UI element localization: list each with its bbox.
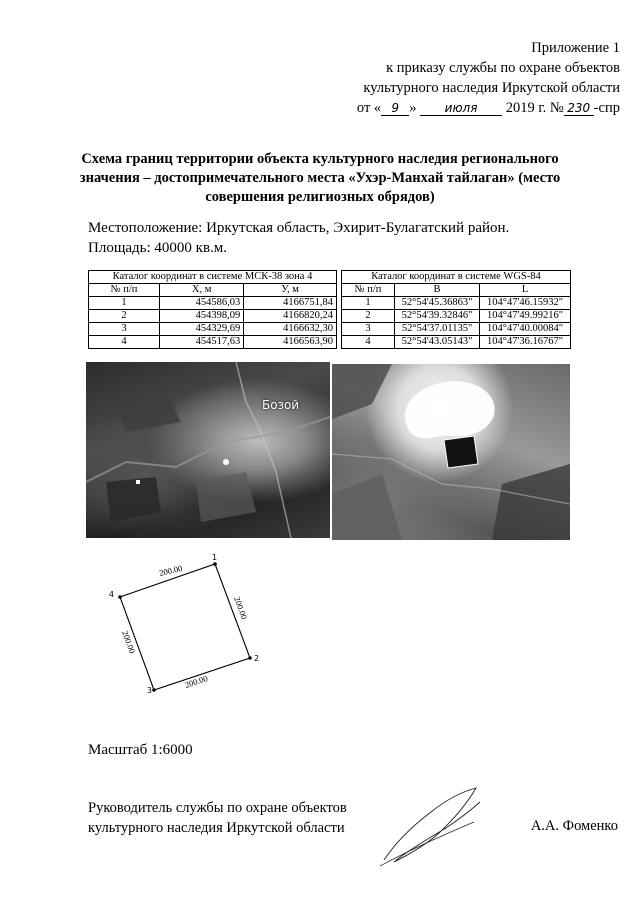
side-length-label: 200.00 xyxy=(158,562,184,578)
side-length-label: 200.00 xyxy=(120,629,138,655)
catalog-msk-caption: Каталог координат в системе МСК-38 зона 4 xyxy=(89,271,337,284)
village-label: Бозой xyxy=(262,398,300,412)
object-info xyxy=(88,218,509,258)
catalog-wgs-caption: Каталог координат в системе WGS-84 xyxy=(342,271,571,284)
appendix-line-3: культурного наследия Иркутской области xyxy=(363,80,620,96)
table-cell: 4 xyxy=(342,336,395,349)
aerial-closeup-texture xyxy=(332,364,570,540)
table-cell: 454398,09 xyxy=(160,310,244,323)
table-cell: 454329,69 xyxy=(160,323,244,336)
table-cell: 454517,63 xyxy=(160,336,244,349)
side-length-label: 200.00 xyxy=(183,673,209,690)
table-row xyxy=(342,310,571,323)
table-header: B xyxy=(395,284,480,297)
site-boundary-square xyxy=(444,436,478,468)
boundary-point xyxy=(248,656,252,660)
table-cell: 3 xyxy=(89,323,160,336)
table-header: № п/п xyxy=(89,284,160,297)
table-cell: 4166751,84 xyxy=(244,297,337,310)
table-cell: 52°54'45.36863" xyxy=(395,297,480,310)
point-label: 4 xyxy=(108,590,114,599)
table-cell: 104°47'36.16767" xyxy=(480,336,571,349)
table-cell: 4166632,30 xyxy=(244,323,337,336)
table-cell: 4166820,24 xyxy=(244,310,337,323)
table-cell: 52°54'37.01135" xyxy=(395,323,480,336)
table-cell: 104°47'49.99216" xyxy=(480,310,571,323)
table-row xyxy=(89,336,337,349)
table-header: X, м xyxy=(160,284,244,297)
boundary-point xyxy=(152,688,156,692)
table-cell: 1 xyxy=(89,297,160,310)
appendix-header xyxy=(357,38,620,118)
table-row xyxy=(342,323,571,336)
table-header: У, м xyxy=(244,284,337,297)
date-month: июля xyxy=(420,101,502,116)
order-number: 230 xyxy=(564,101,594,116)
footer-position xyxy=(88,798,347,838)
boundary-point xyxy=(118,595,122,599)
signer-name: А.А. Фоменко xyxy=(530,818,618,834)
table-row xyxy=(89,323,337,336)
table-cell: 52°54'43.05143" xyxy=(395,336,480,349)
table-cell: 52°54'39.32846" xyxy=(395,310,480,323)
table-cell: 4166563,90 xyxy=(244,336,337,349)
aerial-overview-texture xyxy=(86,362,330,538)
table-cell: 3 xyxy=(342,323,395,336)
footer-line-2: культурного наследия Иркутской области xyxy=(88,820,345,836)
date-year: 2019 г. № xyxy=(505,100,564,116)
point-label: 3 xyxy=(146,686,152,695)
date-prefix: от « xyxy=(356,100,382,116)
table-row xyxy=(89,310,337,323)
aerial-photo-closeup xyxy=(332,364,570,540)
order-suffix: -спр xyxy=(593,100,620,116)
aerial-photo-overview xyxy=(86,362,330,538)
table-cell: 2 xyxy=(89,310,160,323)
table-header: № п/п xyxy=(342,284,395,297)
table-row xyxy=(342,297,571,310)
table-header: L xyxy=(480,284,571,297)
table-cell: 104°47'46.15932" xyxy=(480,297,571,310)
boundary-point xyxy=(213,562,217,566)
catalog-wgs-table xyxy=(341,270,571,349)
area-text: Площадь: 40000 кв.м. xyxy=(88,240,228,256)
point-label: 1 xyxy=(212,553,218,562)
table-row xyxy=(89,297,337,310)
date-mid: » xyxy=(409,100,417,116)
boundary-scheme xyxy=(108,552,268,698)
footer-line-1: Руководитель службы по охране объектов xyxy=(88,800,347,816)
location-text: Местоположение: Иркутская область, Эхирит-Булагатский район. xyxy=(88,220,510,236)
appendix-line-1: Приложение 1 xyxy=(531,40,620,56)
side-length-label: 200.00 xyxy=(232,595,250,621)
table-cell: 104°47'40.00084" xyxy=(480,323,571,336)
table-cell: 2 xyxy=(342,310,395,323)
appendix-date-line xyxy=(357,98,620,118)
table-row xyxy=(342,336,571,349)
point-label: 2 xyxy=(254,654,260,663)
table-cell: 1 xyxy=(342,297,395,310)
signature xyxy=(376,782,486,868)
scale-text: Масштаб 1:6000 xyxy=(88,742,193,758)
appendix-line-2: к приказу службы по охране объектов xyxy=(386,60,620,76)
boundary-polygon xyxy=(120,564,250,690)
table-cell: 4 xyxy=(89,336,160,349)
date-day: 9 xyxy=(381,101,409,116)
catalog-msk-table xyxy=(88,270,337,349)
document-title: Схема границ территории объекта культурного наследия регионального значения – достопримечательного места «Ухэр-Манхай тайлаган» (место совершения религиозных обрядов) xyxy=(79,151,561,205)
table-cell: 454586,03 xyxy=(160,297,244,310)
